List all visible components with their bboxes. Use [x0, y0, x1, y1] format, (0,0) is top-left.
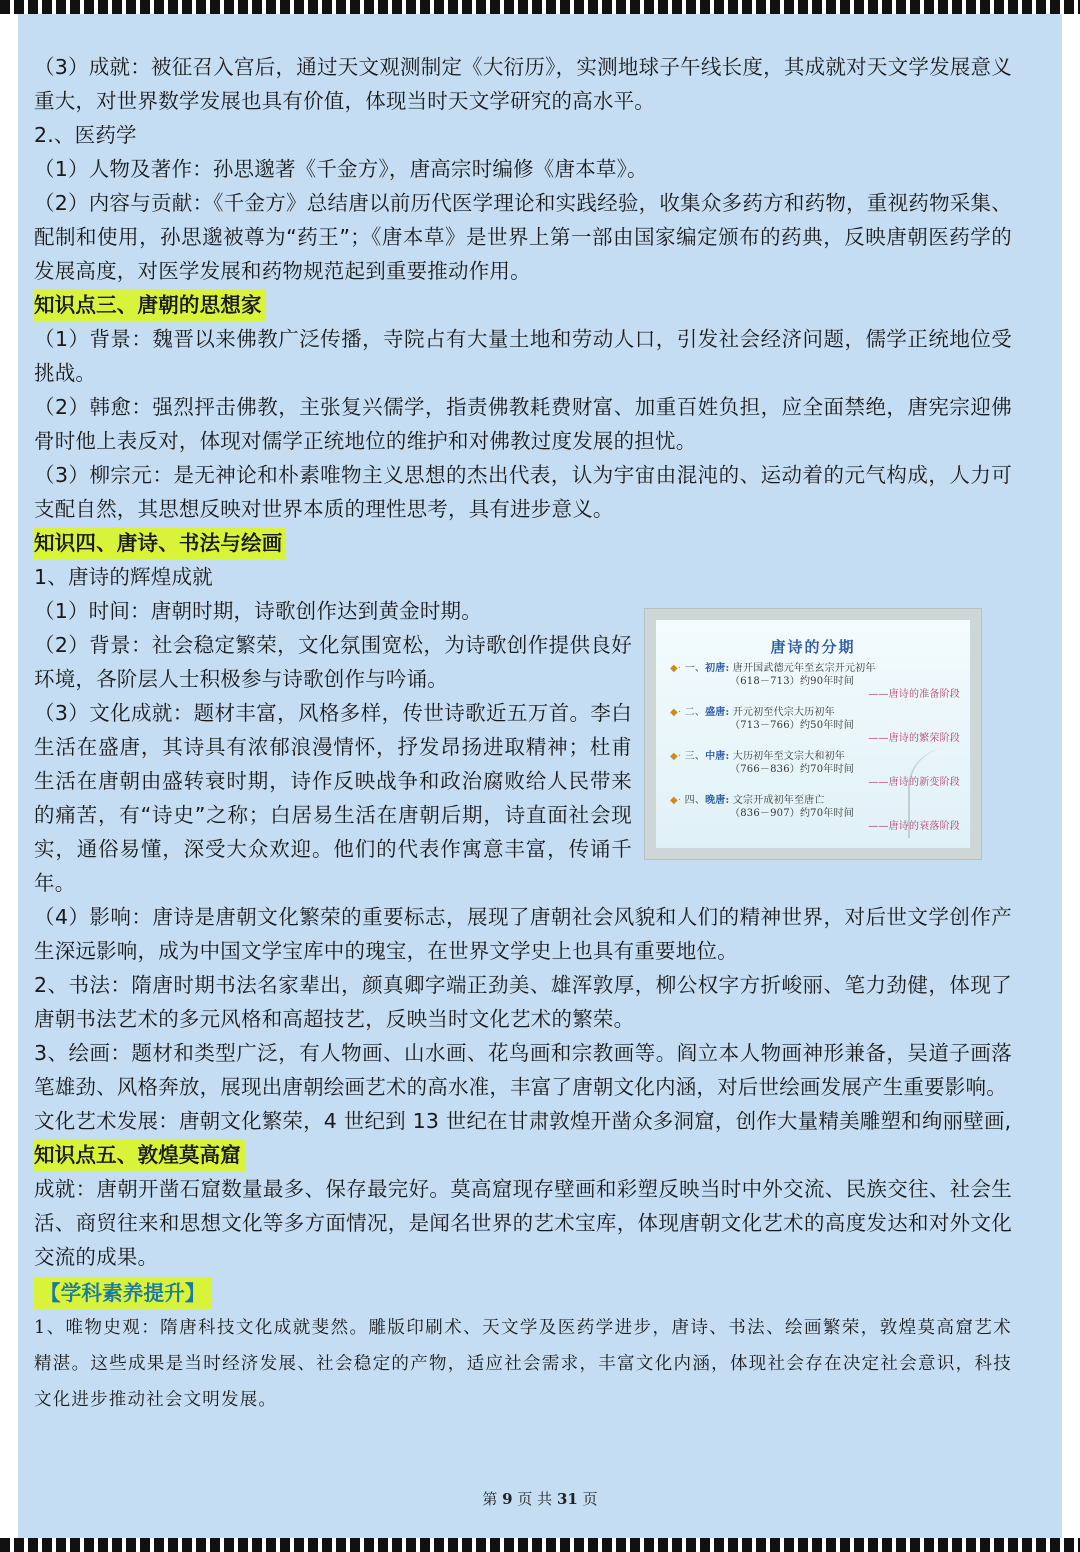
- chevron-icon: ◆·: [670, 751, 682, 762]
- period-years: （618－713）约90年时间: [730, 676, 854, 687]
- footer-suffix: 页: [582, 1490, 598, 1508]
- period-num: 一、: [684, 663, 706, 674]
- k4-heading-row: [34, 526, 1012, 560]
- poem-periods-figure: [644, 608, 982, 860]
- poem-section: [34, 594, 1012, 900]
- period-range: 文宗开成初年至唐亡: [732, 795, 825, 806]
- chevron-icon: ◆·: [670, 663, 682, 674]
- bottom-dashed-border: [0, 1538, 1080, 1552]
- period-stage-row: ——唐诗的繁荣阶段: [868, 733, 960, 744]
- period-years: （836－907）约70年时间: [730, 808, 854, 819]
- chevron-icon: ◆·: [670, 707, 682, 718]
- sci-heading-row: [34, 1276, 1012, 1310]
- medicine-heading: 2.、医药学: [34, 123, 137, 147]
- painting-paragraph: 3、绘画：题材和类型广泛，有人物画、山水画、花鸟画和宗教画等。阎立本人物画神形兼备，吴道子画落笔雄劲、风格奔放，展现出唐朝绘画艺术的高水准，丰富了唐朝文化内涵，对后世绘画发展产生重要影响。: [34, 1041, 1012, 1099]
- medicine-item-2: （2）内容与贡献：《千金方》总结唐以前历代医学理论和实践经验，收集众多药方和药物，重视药物采集、配制和使用，孙思邈被尊为“药王”；《唐本草》是世界上第一部由国家编定颁布的药典，反映唐朝医药学的发展高度，对医学发展和药物规范起到重要推动作用。: [34, 191, 1012, 283]
- footer-page-number: 9: [502, 1490, 513, 1508]
- period-range: 大历初年至文宗大和初年: [732, 751, 845, 762]
- k5-heading-row: [34, 1138, 1012, 1172]
- mogao-paragraph: 成就：唐朝开凿石窟数量最多、保存最完好。莫高窟现存壁画和彩塑反映当时中外交流、民族交往、社会生活、商贸往来和思想文化等多方面情况，是闻名世界的艺术宝库，体现唐朝文化艺术的高度发达和对外文化交流的成果。: [34, 1177, 1012, 1269]
- period-num: 二、: [684, 707, 706, 718]
- period-name: 中唐:: [705, 751, 730, 762]
- k4-item-4: （4）影响：唐诗是唐朝文化繁荣的重要标志，展现了唐朝社会风貌和人们的精神世界，对后世文学创作产生深远影响，成为中国文学宝库中的瑰宝，在世界文学史上也具有重要地位。: [34, 905, 1012, 963]
- k5-heading: 知识点五、敦煌莫高窟: [34, 1139, 245, 1171]
- medicine-item-1: （1）人物及著作：孙思邈著《千金方》，唐高宗时编修《唐本草》。: [34, 157, 648, 181]
- period-high-tang: [670, 706, 970, 745]
- k4-item-3: （3）文化成就：题材丰富，风格多样，传世诗歌近五万首。李白生活在盛唐，其诗具有浓郁浪漫情怀，抒发昂扬进取精神；杜甫生活在唐朝由盛转衰时期，诗作反映战争和政治腐败给人民带来的痛苦，有“诗史”之称；白居易生活在唐朝后期，诗直面社会现实，通俗易懂，深受大众欢迎。他们的代表作寓意丰富，传诵千年。: [34, 701, 632, 895]
- period-range: 开元初至代宗大历初年: [732, 707, 835, 718]
- poem-text-column: [34, 594, 632, 900]
- footer-prefix: 第: [482, 1490, 498, 1508]
- period-num: 四、: [684, 795, 706, 806]
- period-range: 唐开国武德元年至玄宗开元初年: [732, 663, 876, 674]
- k3-item-2: （2）韩愈：强烈抨击佛教，主张复兴儒学，指责佛教耗费财富、加重百姓负担，应全面禁绝，唐宪宗迎佛骨时他上表反对，体现对儒学正统地位的维护和对佛教过度发展的担忧。: [34, 395, 1012, 453]
- sci-paragraph: 1、唯物史观：隋唐科技文化成就斐然。雕版印刷术、天文学及医药学进步，唐诗、书法、绘画繁荣，敦煌莫高窟艺术精湛。这些成果是当时经济发展、社会稳定的产物，适应社会需求，丰富文化内涵，体现社会存在决定社会意识，科技文化进步推动社会文明发展。: [34, 1318, 1012, 1410]
- k3-heading-row: [34, 288, 1012, 322]
- period-stage-row: ——唐诗的衰落阶段: [868, 821, 960, 832]
- art-development-paragraph: 文化艺术发展：唐朝文化繁荣，4 世纪到 13 世纪在甘肃敦煌开凿众多洞窟，创作大量精美雕塑和绚丽壁画,: [34, 1109, 1012, 1133]
- top-dashed-border: [0, 0, 1080, 14]
- sci-heading: 【学科素养提升】: [34, 1277, 212, 1309]
- document-body: [34, 50, 1012, 1418]
- astro-achievement: （3）成就：被征召入宫后，通过天文观测制定《大衍历》，实测地球子午线长度，其成就对天文学发展意义重大，对世界数学发展也具有价值，体现当时天文学研究的高水平。: [34, 55, 1012, 113]
- footer-middle: 页 共: [517, 1490, 553, 1508]
- period-stage: 唐诗的准备阶段: [888, 689, 960, 700]
- poem-figure-panel: [655, 619, 971, 849]
- k3-item-1: （1）背景：魏晋以来佛教广泛传播，寺院占有大量土地和劳动人口，引发社会经济问题，儒学正统地位受挑战。: [34, 327, 1012, 385]
- period-years: （766－836）约70年时间: [730, 764, 854, 775]
- period-name: 初唐:: [705, 663, 730, 674]
- period-early-tang: [670, 662, 970, 701]
- plum-branch-decoration: [908, 748, 964, 838]
- k4-item-2: （2）背景：社会稳定繁荣，文化氛围宽松，为诗歌创作提供良好环境，各阶层人士积极参与诗歌创作与吟诵。: [34, 633, 632, 691]
- period-stage: 唐诗的繁荣阶段: [888, 733, 960, 744]
- k4-subheading: 1、唐诗的辉煌成就: [34, 565, 213, 589]
- page-footer: [0, 1488, 1080, 1509]
- period-name: 晚唐:: [705, 795, 730, 806]
- period-stage-row: ——唐诗的新变阶段: [868, 777, 960, 788]
- calligraphy-paragraph: 2、书法：隋唐时期书法名家辈出，颜真卿字端正劲美、雄浑敦厚，柳公权字方折峻丽、笔力劲健，体现了唐朝书法艺术的多元风格和高超技艺，反映当时文化艺术的繁荣。: [34, 973, 1012, 1031]
- k4-item-1: （1）时间：唐朝时期，诗歌创作达到黄金时期。: [34, 599, 482, 623]
- period-years: （713－766）约50年时间: [730, 720, 854, 731]
- period-stage: 唐诗的衰落阶段: [888, 821, 960, 832]
- period-name: 盛唐:: [705, 707, 730, 718]
- poem-figure-title: 唐诗的分期: [770, 638, 856, 656]
- footer-total-pages: 31: [556, 1490, 578, 1508]
- k4-heading: 知识四、唐诗、书法与绘画: [34, 527, 286, 559]
- period-num: 三、: [684, 751, 706, 762]
- k3-heading: 知识点三、唐朝的思想家: [34, 289, 266, 321]
- chevron-icon: ◆·: [670, 795, 682, 806]
- k3-item-3: （3）柳宗元：是无神论和朴素唯物主义思想的杰出代表，认为宇宙由混沌的、运动着的元气构成，人力可支配自然，其思想反映对世界本质的理性思考，具有进步意义。: [34, 463, 1012, 521]
- period-stage-row: ——唐诗的准备阶段: [868, 689, 960, 700]
- period-stage: 唐诗的新变阶段: [888, 777, 960, 788]
